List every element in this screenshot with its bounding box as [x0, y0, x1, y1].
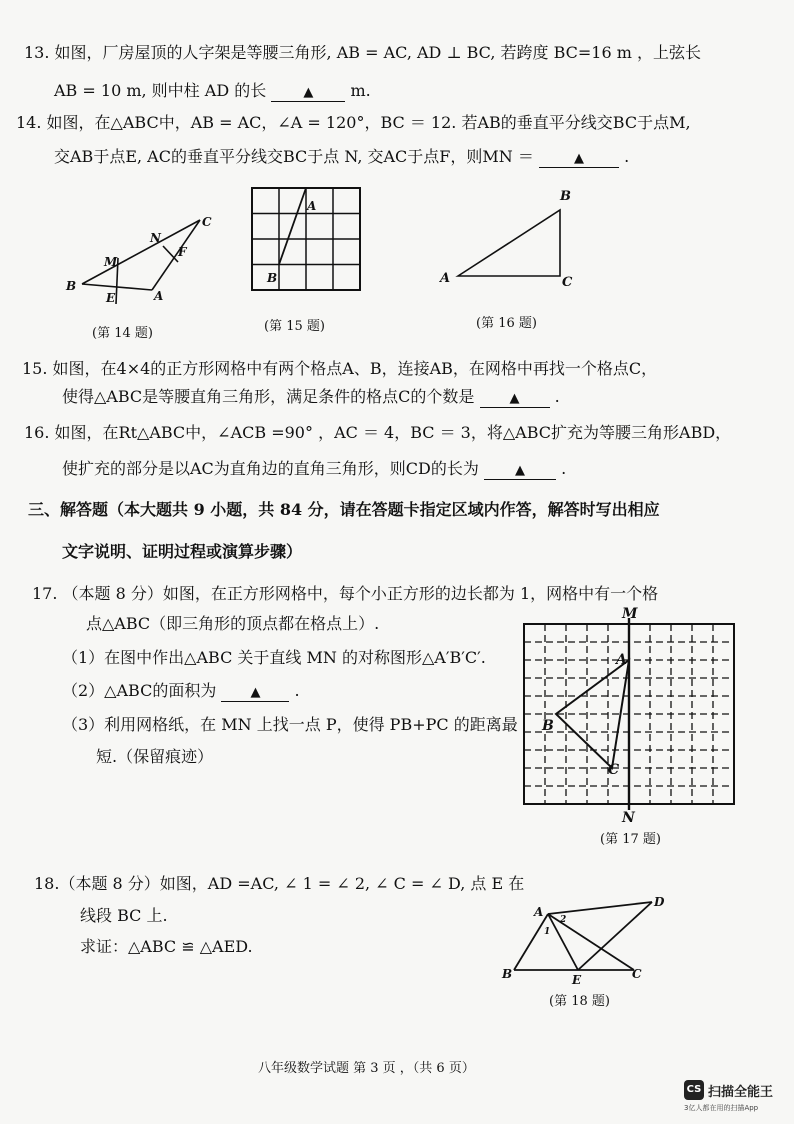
q16-period: .: [561, 459, 567, 478]
fig18-label-D: D: [654, 895, 665, 909]
q13-unit: m.: [350, 81, 371, 100]
section3-heading-line1: 三、解答题（本大题共 9 小题，共 84 分，请在答题卡指定区域内作答，解答时写出相应: [28, 500, 660, 519]
q15-line2: [62, 386, 560, 408]
q17-answer-blank: ▲: [221, 685, 289, 702]
fig16-label-C: C: [562, 275, 573, 290]
fig18-seg-AD: [548, 902, 652, 914]
q18-line3: 求证：△ABC ≌ △AED.: [80, 937, 253, 956]
q17-item2-text: （2）△ABC的面积为: [62, 681, 217, 700]
q14-caption: (第 14 题): [92, 326, 153, 341]
fig17-label-N: N: [622, 810, 635, 826]
q16-caption: (第 16 题): [476, 316, 537, 331]
cs-logo-icon: CS: [684, 1080, 704, 1100]
scanner-watermark: [684, 1080, 784, 1116]
fig18-label-A: A: [534, 905, 544, 919]
q14-period: .: [624, 147, 630, 166]
fig18-label-B: B: [502, 967, 513, 981]
q17-caption: (第 17 题): [600, 832, 661, 847]
q13-answer-blank: ▲: [271, 85, 345, 102]
fig18-label-C: C: [632, 967, 642, 981]
q17-item3-line1: （3）利用网格纸，在 MN 上找一点 P，使得 PB+PC 的距离最: [62, 715, 518, 734]
fig14-label-N: N: [150, 231, 161, 245]
q17-item3-line2: 短.（保留痕迹）: [96, 747, 214, 766]
q13-line2: [54, 80, 371, 102]
fig15-label-B: B: [267, 271, 278, 285]
q17-line2: 点△ABC（即三角形的顶点都在格点上）.: [86, 614, 380, 633]
fig14-label-B: B: [66, 279, 77, 293]
q18-line1: 18.（本题 8 分）如图，AD =AC, ∠ 1 = ∠ 2, ∠ C = ∠ D, 点 E 在: [34, 874, 525, 893]
fig18-angle-1: 1: [544, 927, 551, 937]
q15-caption: (第 15 题): [264, 319, 325, 334]
q17-period: .: [294, 681, 300, 700]
q17-line1: 17. （本题 8 分）如图，在正方形网格中，每个小正方形的边长都为 1，网格中有一个格: [32, 584, 659, 603]
fig15-label-A: A: [307, 199, 317, 213]
figure-18: [500, 894, 690, 987]
q15-answer-blank: ▲: [480, 391, 550, 408]
q16-line2: [62, 458, 566, 480]
q13-line2-text: AB = 10 m, 则中柱 AD 的长: [54, 81, 267, 100]
scanner-app-name: 扫描全能王: [708, 1085, 774, 1100]
q14-line1: 14. 如图，在△ABC中，AB = AC，∠A = 120°，BC ＝ 12. 若AB的垂直平分线交BC于点M,: [16, 113, 691, 132]
fig14-label-F: F: [178, 245, 187, 259]
fig18-angle-2: 2: [560, 915, 567, 925]
fig17-label-A: A: [616, 652, 627, 668]
figure-15: [250, 186, 370, 296]
scanner-tagline: 3亿人都在用的扫描App: [684, 1104, 759, 1112]
section3-heading-line2: 文字说明、证明过程或演算步骤）: [62, 542, 303, 561]
fig14-label-M: M: [104, 255, 118, 269]
q15-period: .: [554, 387, 560, 406]
fig17-label-C: C: [608, 762, 620, 778]
figure-16: [436, 184, 596, 294]
q14-line2-text: 交AB于点E, AC的垂直平分线交BC于点 N, 交AC于点F，则MN ＝: [54, 147, 534, 166]
q18-caption: (第 18 题): [549, 994, 610, 1009]
q15-line1: 15. 如图，在4×4的正方形网格中有两个格点A、B，连接AB，在网格中再找一个格点C，: [22, 359, 658, 378]
fig14-label-C: C: [202, 215, 212, 229]
q15-line2-text: 使得△ABC是等腰直角三角形，满足条件的格点C的个数是: [62, 387, 475, 406]
q13-line1: 13. 如图，厂房屋顶的人字架是等腰三角形, AB = AC, AD ⊥ BC, 若跨度 BC=16 m ，上弦长: [24, 43, 701, 62]
figure-14: [60, 210, 220, 320]
q17-item1: （1）在图中作出△ABC 关于直线 MN 的对称图形△A′B′C′.: [62, 648, 486, 667]
q17-item2: [62, 680, 300, 702]
fig18-label-E: E: [572, 973, 582, 987]
fig18-seg-AB: [514, 914, 551, 970]
q14-answer-blank: ▲: [539, 151, 619, 168]
fig16-label-B: B: [560, 189, 571, 204]
q14-line2: [54, 146, 629, 168]
fig17-label-B: B: [542, 718, 554, 734]
q18-line2: 线段 BC 上.: [80, 906, 168, 925]
page-footer: 八年级数学试题 第 3 页 ，（共 6 页）: [258, 1061, 475, 1076]
fig14-label-E: E: [106, 291, 116, 305]
fig16-triangle: [458, 210, 560, 276]
q16-line1: 16. 如图，在Rt△ABC中，∠ACB =90° ，AC ＝ 4，BC ＝ 3，将△ABC扩充为等腰三角形ABD，: [24, 423, 732, 442]
figure-17: [522, 604, 752, 824]
fig16-label-A: A: [440, 271, 451, 286]
fig17-label-M: M: [622, 606, 638, 622]
q16-line2-text: 使扩充的部分是以AC为直角边的直角三角形，则CD的长为: [62, 459, 479, 478]
fig14-label-A: A: [154, 289, 164, 303]
q16-answer-blank: ▲: [484, 463, 556, 480]
fig15-seg-AB: [279, 188, 306, 265]
fig18-seg-ED: [578, 902, 652, 970]
